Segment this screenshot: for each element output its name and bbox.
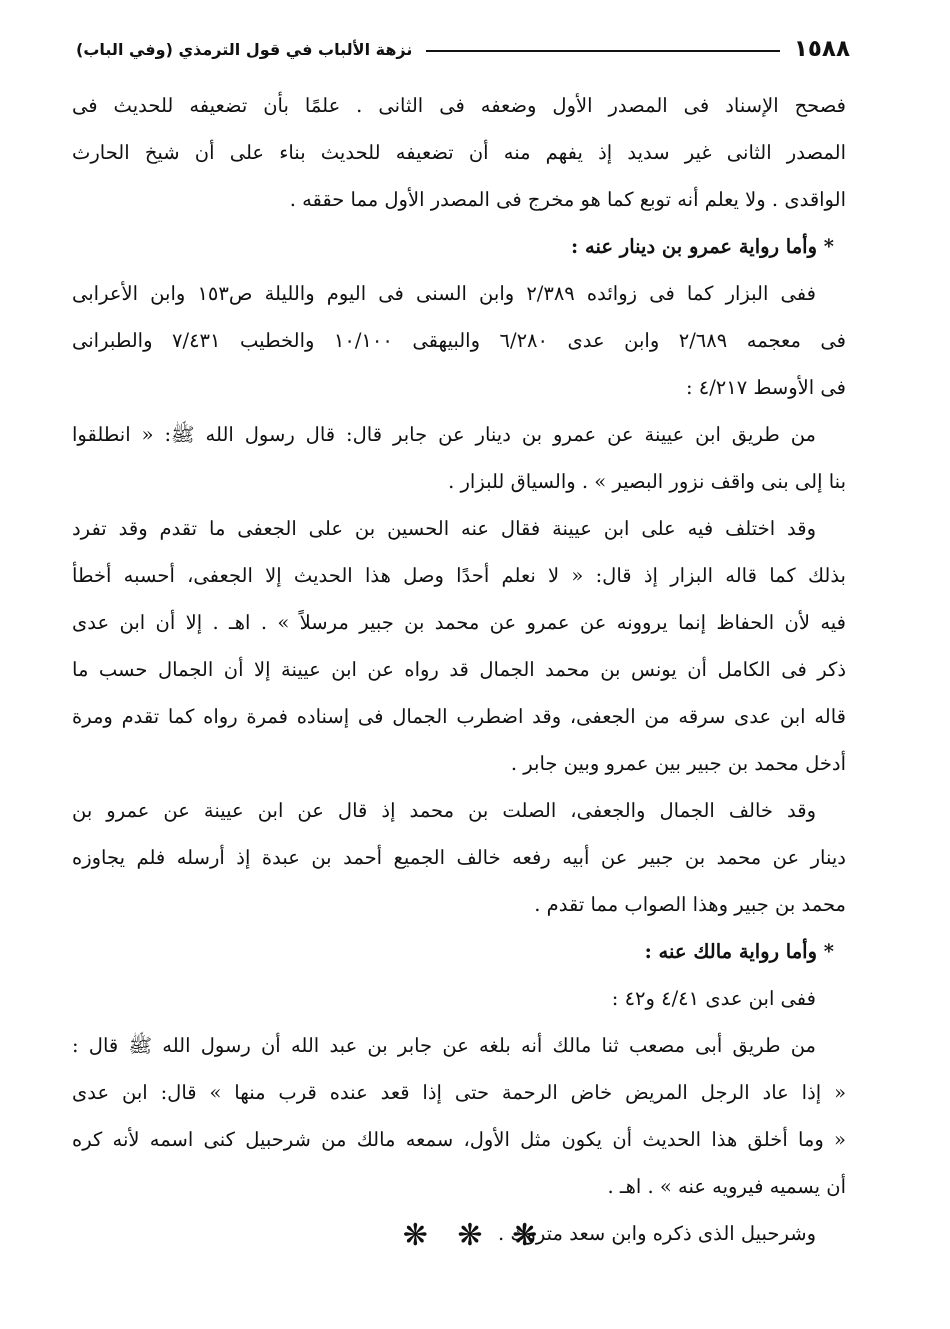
page-number: ١٥٨٨ <box>793 36 850 62</box>
text-line: الواقدى . ولا يعلم أنه توبع كما هو مخرج فى المصدر الأول مما حققه . <box>289 188 846 211</box>
page-header <box>76 32 850 66</box>
text-line: من طريق ابن عيينة عن عمرو بن دينار عن جابر قال: قال رسول الله ﷺ: « انطلقوا <box>72 423 816 446</box>
text-line: قاله ابن عدى سرقه من الجعفى، وقد اضطرب الجمال فى إسناده فمرة رواه كما تقدم ومرة <box>72 705 846 728</box>
text-line: « إذا عاد الرجل المريض خاض الرحمة حتى إذا قعد عنده قرب منها » قال: ابن عدى <box>72 1081 846 1104</box>
text-line: وقد خالف الجمال والجعفى، الصلت بن محمد إذ قال عن ابن عيينة عن عمرو بن <box>72 799 816 822</box>
text-line: وقد اختلف فيه على ابن عيينة فقال عنه الحسين بن على الجعفى ما تقدم وقد تفرد <box>72 517 816 540</box>
text-line: المصدر الثانى غير سديد إذ يفهم منه أن تضعيفه للحديث بناء على أن شيخ الحارث <box>72 141 846 164</box>
text-line: ذكر فى الكامل أن يونس بن محمد الجمال قد رواه عن ابن عيينة إلا أن الجمال حسب ما <box>72 658 846 681</box>
section-end-ornament: ❋ ❋ ❋ <box>402 1218 548 1253</box>
text-line: « وما أخلق هذا الحديث أن يكون مثل الأول، سمعه مالك من شرحبيل كنى اسمه لأنه كره <box>72 1128 846 1151</box>
text-line: ففى البزار كما فى زوائده ٢/٣٨٩ وابن السنى فى اليوم والليلة ص١٥٣ وابن الأعرابى <box>72 282 816 305</box>
section-heading: * وأما رواية عمرو بن دينار عنه : <box>571 235 834 258</box>
text-line: فصحح الإسناد فى المصدر الأول وضعفه فى الثانى . علمًا بأن تضعيفه للحديث فى <box>72 94 846 117</box>
text-line: بذلك كما قاله البزار إذ قال: « لا نعلم أحدًا وصل هذا الحديث إلا الجعفى، أحسبه أخطأ <box>72 564 846 587</box>
body-text <box>72 82 846 1257</box>
text-line: فيه لأن الحفاظ إنما يروونه عن عمرو عن محمد بن جبير مرسلاً » . اهـ . إلا أن ابن عدى <box>72 611 846 634</box>
text-line: أن يسميه فيرويه عنه » . اهـ . <box>607 1175 846 1198</box>
text-line: دينار عن محمد بن جبير عن أبيه رفعه خالف الجميع أحمد بن عبدة إذ أرسله فلم يجاوزه <box>72 846 846 869</box>
text-line: من طريق أبى مصعب ثنا مالك أنه بلغه عن جابر بن عبد الله أن رسول الله ﷺ قال : <box>72 1034 816 1057</box>
text-line: أدخل محمد بن جبير بين عمرو وبين جابر . <box>510 752 846 775</box>
header-rule <box>426 50 779 52</box>
text-line: فى معجمه ٢/٦٨٩ وابن عدى ٦/٢٨٠ والبيهقى ١٠/١٠٠ والخطيب ٧/٤٣١ والطبرانى <box>72 329 846 352</box>
text-line: محمد بن جبير وهذا الصواب مما تقدم . <box>534 893 846 916</box>
text-line: ففى ابن عدى ٤/٤١ و٤٢ : <box>611 987 816 1010</box>
running-title: نزهة الألباب في قول الترمذي (وفي الباب) <box>76 39 413 59</box>
text-line: فى الأوسط ٤/٢١٧ : <box>685 376 846 399</box>
text-line: وشرحبيل الذى ذكره وابن سعد متروك . <box>498 1222 816 1245</box>
section-heading: * وأما رواية مالك عنه : <box>644 940 834 963</box>
text-line: بنا إلى بنى واقف نزور البصير » . والسياق للبزار . <box>448 470 846 493</box>
